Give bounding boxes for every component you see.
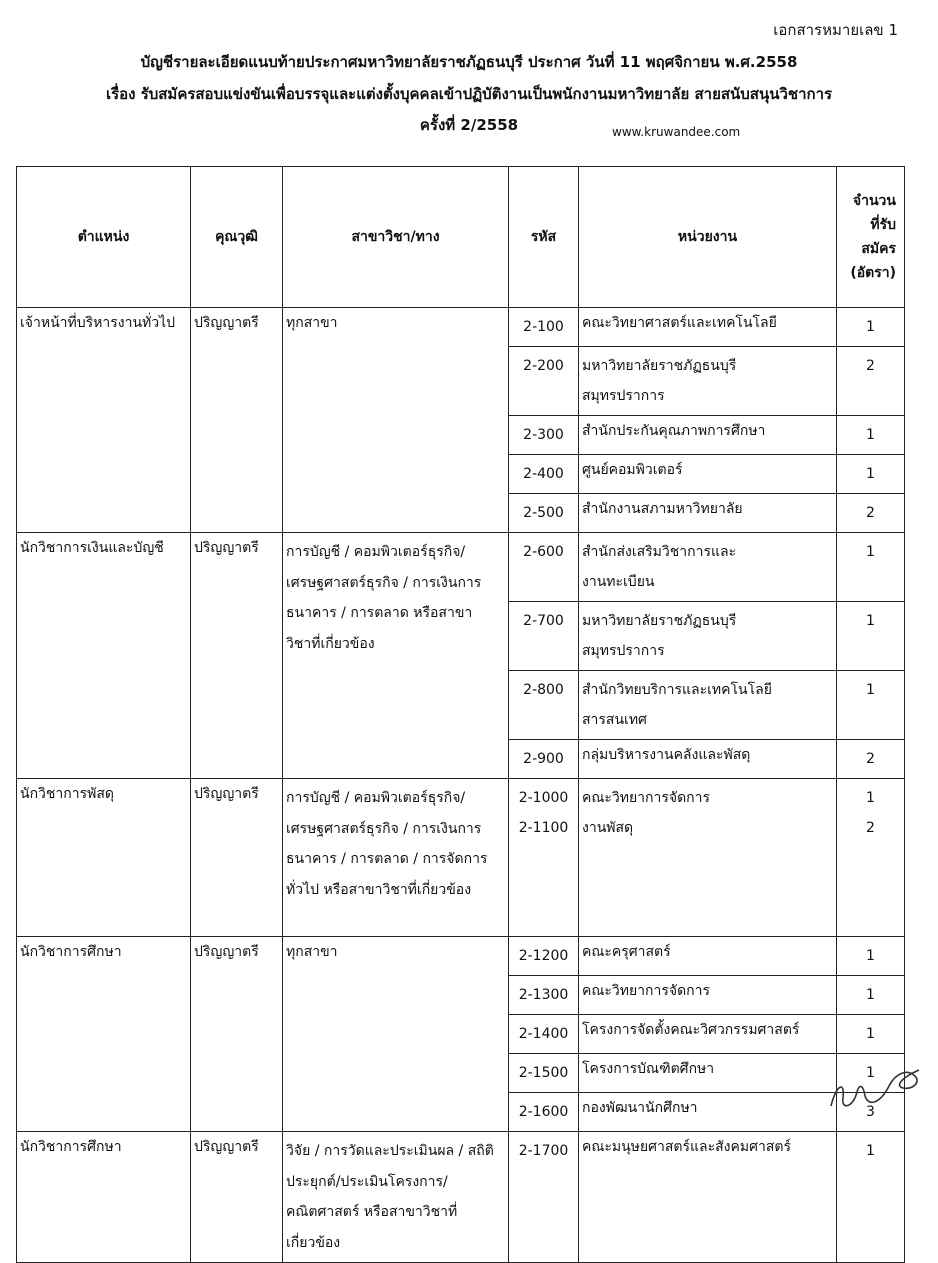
- unit-cell: สำนักวิทยบริการและเทคโนโลยี สารสนเทศ: [579, 671, 837, 740]
- position-cell: นักวิชาการศึกษา: [17, 1132, 191, 1263]
- field-cell: การบัญชี / คอมพิวเตอร์ธุรกิจ/ เศรษฐศาสตร์ธุรกิจ / การเงินการธนาคาร / การตลาด หรือสาขาวิชาที่เกี่ยวข้อง: [283, 533, 509, 779]
- code-cell: 2-500: [509, 494, 579, 533]
- unit-cell: คณะมนุษยศาสตร์และสังคมศาสตร์: [579, 1132, 837, 1263]
- unit-cell: คณะวิทยาการจัดการ: [579, 976, 837, 1015]
- code-cell: 2-400: [509, 455, 579, 494]
- code-cell: 2-1400: [509, 1015, 579, 1054]
- code-cell: 2-1500: [509, 1054, 579, 1093]
- code-cell: 2-1600: [509, 1093, 579, 1132]
- unit-cell: คณะวิทยาศาสตร์และเทคโนโลยี: [579, 308, 837, 347]
- quantity-cell: 1 2: [837, 779, 905, 937]
- unit-cell: กลุ่มบริหารงานคลังและพัสดุ: [579, 740, 837, 779]
- header-quantity-line-1: จำนวน: [852, 193, 896, 209]
- quantity-cell: 1: [837, 937, 905, 976]
- code-cell: 2-800: [509, 671, 579, 740]
- code-cell: 2-1000 2-1100: [509, 779, 579, 937]
- unit-cell: กองพัฒนานักศึกษา: [579, 1093, 837, 1132]
- quantity-cell: 1: [837, 308, 905, 347]
- quantity-cell: 3: [837, 1093, 905, 1132]
- quantity-cell: 2: [837, 740, 905, 779]
- field-cell: การบัญชี / คอมพิวเตอร์ธุรกิจ/ เศรษฐศาสตร์ธุรกิจ / การเงินการธนาคาร / การตลาด / การจัดการทั่วไป หรือสาขาวิชาที่เกี่ยวข้อง: [283, 779, 509, 937]
- qualification-cell: ปริญญาตรี: [191, 937, 283, 1132]
- position-cell: นักวิชาการเงินและบัญชี: [17, 533, 191, 779]
- document-number: เอกสารหมายเลข 1: [773, 21, 898, 39]
- position-cell: เจ้าหน้าที่บริหารงานทั่วไป: [17, 308, 191, 533]
- unit-cell: สำนักประกันคุณภาพการศึกษา: [579, 416, 837, 455]
- unit-cell: ศูนย์คอมพิวเตอร์: [579, 455, 837, 494]
- qualification-cell: ปริญญาตรี: [191, 308, 283, 533]
- header-quantity: [837, 167, 905, 308]
- quantity-cell: 1: [837, 671, 905, 740]
- header-position: ตำแหน่ง: [17, 167, 191, 308]
- field-cell: ทุกสาขา: [283, 308, 509, 533]
- code-cell: 2-200: [509, 347, 579, 416]
- table-row: [17, 779, 905, 937]
- quantity-cell: 2: [837, 494, 905, 533]
- positions-table: [16, 166, 905, 1263]
- unit-cell: มหาวิทยาลัยราชภัฏธนบุรี สมุทรปราการ: [579, 602, 837, 671]
- table-row: [17, 308, 905, 347]
- position-cell: นักวิชาการพัสดุ: [17, 779, 191, 937]
- unit-cell: มหาวิทยาลัยราชภัฏธนบุรี สมุทรปราการ: [579, 347, 837, 416]
- table-row: [17, 533, 905, 602]
- code-cell: 2-1700: [509, 1132, 579, 1263]
- header-qualification: คุณวุฒิ: [191, 167, 283, 308]
- code-cell: 2-300: [509, 416, 579, 455]
- title-line-1: บัญชีรายละเอียดแนบท้ายประกาศมหาวิทยาลัยราชภัฏธนบุรี ประกาศ วันที่ 11 พฤศจิกายน พ.ศ.2558: [140, 53, 798, 71]
- code-cell: 2-900: [509, 740, 579, 779]
- quantity-cell: 1: [837, 1054, 905, 1093]
- quantity-cell: 1: [837, 1132, 905, 1263]
- field-cell: วิจัย / การวัดและประเมินผล / สถิติประยุกต์/ประเมินโครงการ/ คณิตศาสตร์ หรือสาขาวิชาที่เกี่ยวข้อง: [283, 1132, 509, 1263]
- quantity-cell: 1: [837, 976, 905, 1015]
- qualification-cell: ปริญญาตรี: [191, 533, 283, 779]
- quantity-cell: 1: [837, 455, 905, 494]
- code-cell: 2-600: [509, 533, 579, 602]
- header-code: รหัส: [509, 167, 579, 308]
- position-cell: นักวิชาการศึกษา: [17, 937, 191, 1132]
- header-quantity-line-4: (อัตรา): [850, 265, 896, 281]
- header-unit: หน่วยงาน: [579, 167, 837, 308]
- quantity-cell: 1: [837, 533, 905, 602]
- code-cell: 2-700: [509, 602, 579, 671]
- website-watermark: www.kruwandee.com: [612, 125, 741, 139]
- unit-cell: คณะครุศาสตร์: [579, 937, 837, 976]
- code-cell: 2-1200: [509, 937, 579, 976]
- table-row: [17, 937, 905, 976]
- quantity-cell: 1: [837, 602, 905, 671]
- unit-cell: สำนักงานสภามหาวิทยาลัย: [579, 494, 837, 533]
- field-cell: ทุกสาขา: [283, 937, 509, 1132]
- code-cell: 2-100: [509, 308, 579, 347]
- title-line-2: เรื่อง รับสมัครสอบแข่งขันเพื่อบรรจุและแต่งตั้งบุคคลเข้าปฏิบัติงานเป็นพนักงานมหาวิทยาลัย สายสนับสนุนวิชาการ: [105, 85, 833, 103]
- header-field: สาขาวิชา/ทาง: [283, 167, 509, 308]
- code-cell: 2-1300: [509, 976, 579, 1015]
- header-row: [17, 167, 905, 308]
- quantity-cell: 1: [837, 416, 905, 455]
- header-quantity-line-3: สมัคร: [861, 241, 896, 257]
- quantity-cell: 2: [837, 347, 905, 416]
- quantity-cell: 1: [837, 1015, 905, 1054]
- unit-cell: โครงการจัดตั้งคณะวิศวกรรมศาสตร์: [579, 1015, 837, 1054]
- title-line-3: ครั้งที่ 2/2558: [419, 116, 519, 134]
- unit-cell: คณะวิทยาการจัดการ งานพัสดุ: [579, 779, 837, 937]
- qualification-cell: ปริญญาตรี: [191, 1132, 283, 1263]
- signature-mark: [823, 1048, 933, 1118]
- unit-cell: โครงการบัณฑิตศึกษา: [579, 1054, 837, 1093]
- qualification-cell: ปริญญาตรี: [191, 779, 283, 937]
- unit-cell: สำนักส่งเสริมวิชาการและ งานทะเบียน: [579, 533, 837, 602]
- table-row: [17, 1132, 905, 1263]
- header-quantity-line-2: ที่รับ: [870, 217, 896, 233]
